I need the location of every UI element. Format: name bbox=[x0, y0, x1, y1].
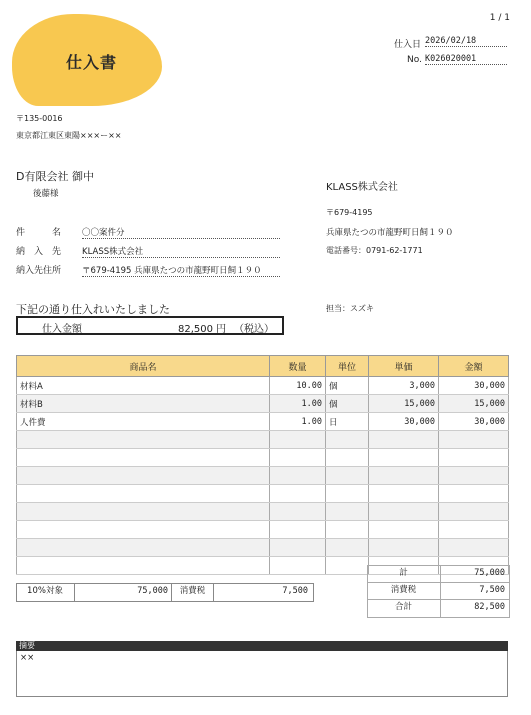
amount-value: 82,500 円 bbox=[178, 324, 227, 335]
table-row bbox=[17, 539, 509, 557]
cell-product bbox=[17, 467, 270, 485]
cell-amount: 30,000 bbox=[439, 377, 509, 395]
cell-product bbox=[17, 521, 270, 539]
cell-unit bbox=[326, 431, 369, 449]
cell-quantity bbox=[270, 521, 326, 539]
header-unit: 単位 bbox=[326, 356, 369, 377]
summary-message: 下記の通り仕入れいたしました bbox=[16, 303, 170, 316]
cell-unit bbox=[326, 521, 369, 539]
cell-unit: 個 bbox=[326, 395, 369, 413]
cell-quantity bbox=[270, 485, 326, 503]
total-value: 82,500 bbox=[474, 602, 505, 612]
tax-breakdown-label: 消費税 bbox=[179, 586, 206, 596]
sender-company: KLASS株式会社 bbox=[326, 182, 398, 193]
cell-unit bbox=[326, 449, 369, 467]
cell-quantity: 10.00 bbox=[270, 377, 326, 395]
table-row bbox=[17, 521, 509, 539]
cell-unit: 日 bbox=[326, 413, 369, 431]
table-row bbox=[17, 377, 509, 395]
cell-quantity bbox=[270, 557, 326, 575]
cell-quantity: 1.00 bbox=[270, 395, 326, 413]
items-table bbox=[16, 355, 509, 575]
cell-amount bbox=[439, 485, 509, 503]
cell-unit-price bbox=[369, 485, 439, 503]
cell-unit-price bbox=[369, 431, 439, 449]
cell-quantity bbox=[270, 539, 326, 557]
sender-postal: 〒679-4195 bbox=[326, 208, 373, 217]
recipient-person: 後藤様 bbox=[33, 189, 59, 199]
cell-unit bbox=[326, 539, 369, 557]
cell-product: 材料A bbox=[17, 377, 270, 395]
cell-amount bbox=[439, 521, 509, 539]
table-header-row bbox=[17, 356, 509, 377]
cell-unit bbox=[326, 503, 369, 521]
sender-phone: 電話番号：0791-62-1771 bbox=[326, 246, 423, 255]
cell-unit-price: 30,000 bbox=[369, 413, 439, 431]
cell-product bbox=[17, 431, 270, 449]
cell-unit bbox=[326, 485, 369, 503]
cell-amount bbox=[439, 431, 509, 449]
cell-unit-price bbox=[369, 539, 439, 557]
sender-contact: 担当：スズキ bbox=[326, 304, 374, 313]
cell-product: 人件費 bbox=[17, 413, 270, 431]
page-number: 1 / 1 bbox=[489, 13, 510, 23]
cell-unit-price: 15,000 bbox=[369, 395, 439, 413]
cell-quantity bbox=[270, 503, 326, 521]
table-row bbox=[17, 413, 509, 431]
document-title: 仕入書 bbox=[66, 53, 118, 72]
cell-quantity: 1.00 bbox=[270, 413, 326, 431]
cell-unit-price bbox=[369, 521, 439, 539]
header-quantity: 数量 bbox=[270, 356, 326, 377]
table-row bbox=[17, 449, 509, 467]
cell-unit-price bbox=[369, 503, 439, 521]
amount-label: 仕入金額 bbox=[42, 324, 82, 335]
table-row bbox=[17, 485, 509, 503]
cell-product bbox=[17, 503, 270, 521]
table-row bbox=[17, 503, 509, 521]
table-row bbox=[17, 467, 509, 485]
field-delivery: 納 入 先 KLASS株式会社 bbox=[16, 244, 284, 258]
tax-breakdown-value: 7,500 bbox=[282, 586, 308, 596]
no-label: No. bbox=[407, 55, 422, 65]
tax-base-value: 75,000 bbox=[137, 586, 168, 596]
cell-unit-price: 3,000 bbox=[369, 377, 439, 395]
recipient-postal: 〒135-0016 bbox=[16, 114, 63, 123]
cell-product bbox=[17, 539, 270, 557]
cell-unit bbox=[326, 557, 369, 575]
header-unit-price: 単価 bbox=[369, 356, 439, 377]
cell-quantity bbox=[270, 467, 326, 485]
table-row bbox=[17, 431, 509, 449]
subtotal-value: 75,000 bbox=[474, 568, 505, 578]
cell-amount: 15,000 bbox=[439, 395, 509, 413]
cell-amount bbox=[439, 449, 509, 467]
cell-amount bbox=[439, 503, 509, 521]
field-subject: 件 名 〇〇案件分 bbox=[16, 225, 284, 239]
cell-quantity bbox=[270, 449, 326, 467]
subtotal-label: 計 bbox=[399, 568, 408, 578]
header-product: 商品名 bbox=[17, 356, 270, 377]
amount-tax-note: （税込） bbox=[234, 324, 274, 335]
table-row bbox=[17, 395, 509, 413]
cell-unit: 個 bbox=[326, 377, 369, 395]
total-label: 合計 bbox=[394, 602, 412, 612]
cell-unit bbox=[326, 467, 369, 485]
date-value: 2026/02/18 bbox=[425, 36, 507, 48]
tax-label: 消費税 bbox=[390, 585, 417, 595]
remarks-text: ×× bbox=[16, 651, 508, 697]
no-value: K026020001 bbox=[425, 54, 507, 65]
tax-value: 7,500 bbox=[479, 585, 505, 595]
remarks-label: 摘要 bbox=[16, 641, 508, 651]
cell-product: 材料B bbox=[17, 395, 270, 413]
recipient-address: 東京都江東区東陽×××ー×× bbox=[16, 131, 122, 140]
cell-product bbox=[17, 485, 270, 503]
field-delivery-address: 納入先住所 〒679-4195 兵庫県たつの市龍野町日飼１９０ bbox=[16, 263, 284, 277]
cell-unit-price bbox=[369, 467, 439, 485]
date-label: 仕入日 bbox=[394, 40, 422, 50]
cell-quantity bbox=[270, 431, 326, 449]
recipient-company: D有限会社 御中 bbox=[16, 170, 94, 183]
cell-amount: 30,000 bbox=[439, 413, 509, 431]
cell-amount bbox=[439, 539, 509, 557]
cell-product bbox=[17, 557, 270, 575]
sender-address: 兵庫県たつの市龍野町日飼１９０ bbox=[326, 228, 454, 238]
amount-box bbox=[16, 316, 284, 335]
cell-amount bbox=[439, 467, 509, 485]
cell-unit-price bbox=[369, 449, 439, 467]
tax-rate-label: 10%対象 bbox=[27, 586, 63, 596]
header-amount: 金額 bbox=[439, 356, 509, 377]
cell-product bbox=[17, 449, 270, 467]
